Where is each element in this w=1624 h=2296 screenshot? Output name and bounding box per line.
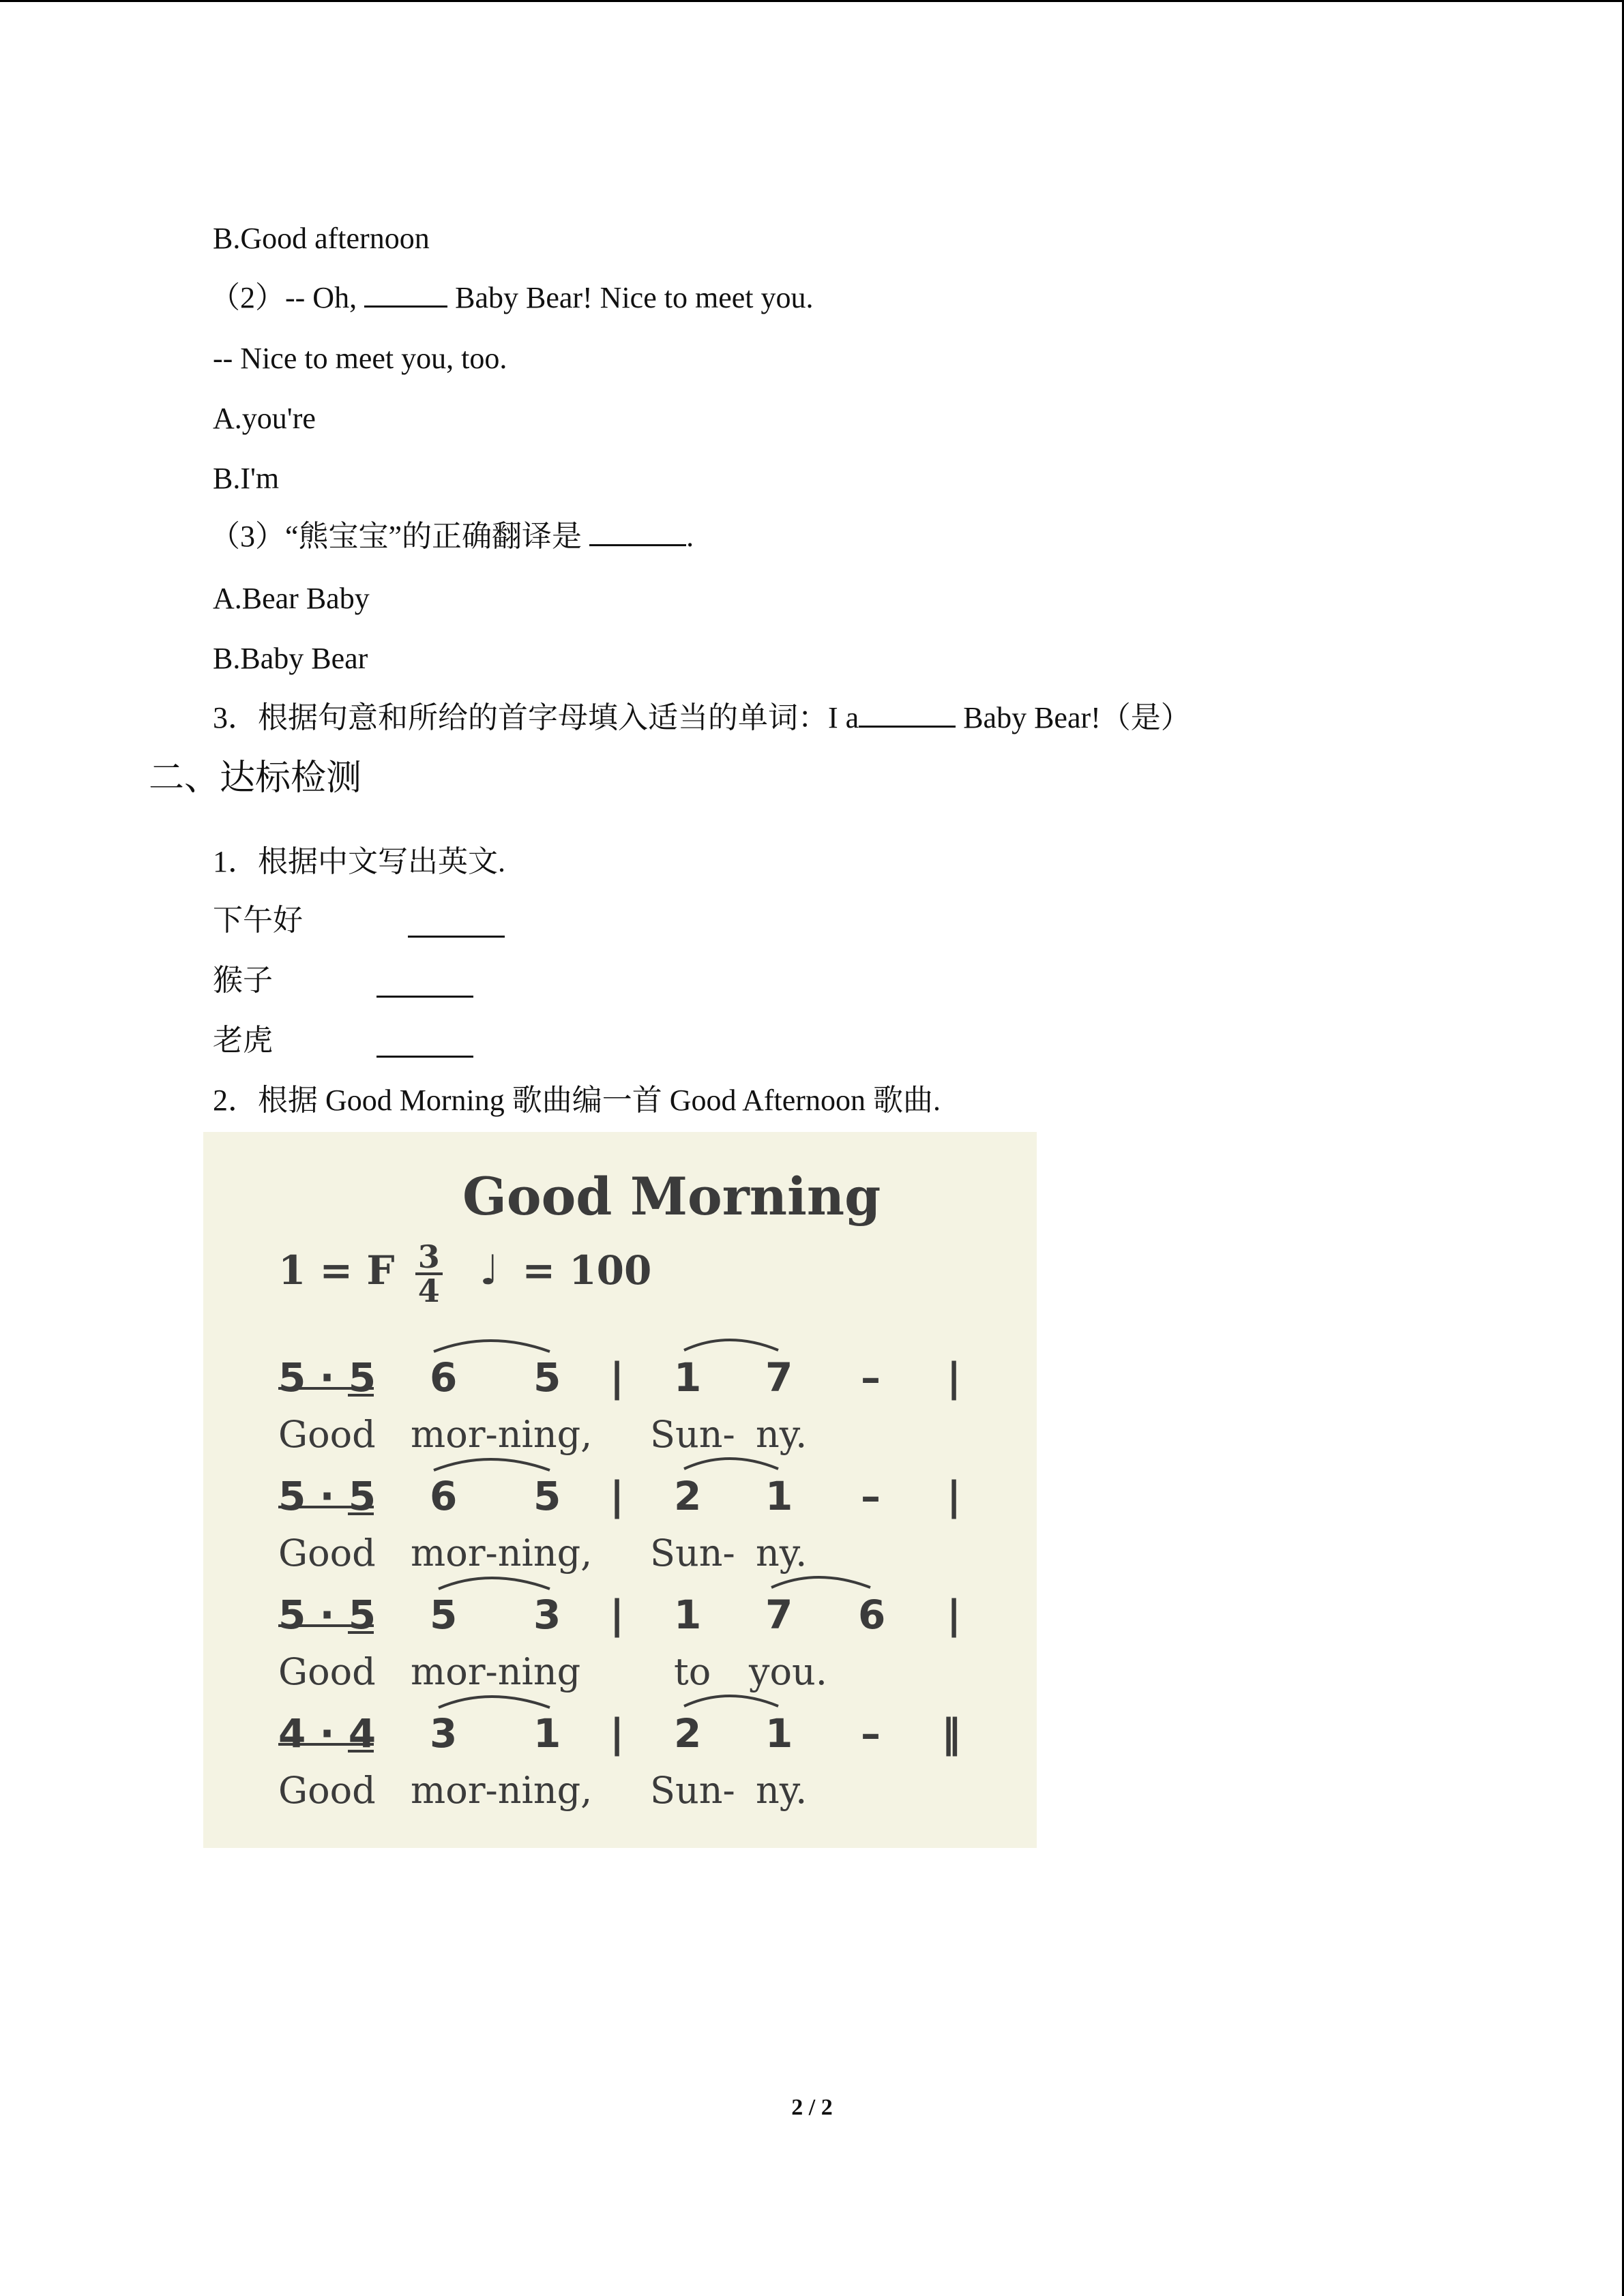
q2-option-a: A.you're (213, 402, 316, 435)
note: 5 · 5 (278, 1592, 377, 1638)
score-row-lyrics (203, 1650, 1037, 1698)
note: 3 (533, 1592, 561, 1638)
note: 5 (533, 1354, 561, 1401)
lyric: ny. (756, 1532, 808, 1575)
q3-option-a: A.Bear Baby (213, 582, 370, 615)
note: – (861, 1473, 881, 1519)
score-row-notes (203, 1473, 1037, 1527)
slur (684, 1340, 778, 1350)
lyric: to (674, 1650, 711, 1693)
lyric: ny. (756, 1413, 808, 1456)
vocab-zh: 猴子 (213, 964, 273, 997)
page-number: 2 / 2 (791, 2095, 833, 2120)
slur (434, 1341, 550, 1352)
score-row-notes (203, 1354, 1037, 1409)
note: 1 (674, 1354, 702, 1401)
q3-prompt (210, 517, 694, 556)
q2-prompt (210, 278, 813, 317)
score-key: 1 = F (278, 1247, 395, 1294)
q3-prompt-text: （3）“熊宝宝”的正确翻译是 (210, 520, 590, 553)
q3-period: . (686, 520, 694, 553)
note: 5 (533, 1473, 561, 1519)
lyric: mor-ning, (411, 1413, 593, 1456)
lyric: ny. (756, 1769, 808, 1812)
lyric: you. (749, 1650, 827, 1693)
note: 7 (765, 1592, 793, 1638)
note: 1 (765, 1473, 793, 1519)
time-signature-bottom: 4 (417, 1272, 440, 1309)
barline: | (610, 1354, 625, 1401)
section-heading: 二、达标检测 (149, 759, 362, 798)
lyric: Sun- (650, 1769, 735, 1812)
note: 1 (533, 1710, 561, 1757)
lyric: mor-ning (411, 1650, 581, 1693)
q2-prompt-after: Baby Bear! Nice to meet you. (447, 281, 814, 314)
score-row-lyrics (203, 1532, 1037, 1579)
note: 5 · 5 (278, 1354, 377, 1401)
vocab-answer-blank[interactable] (377, 1056, 473, 1058)
barline: | (610, 1592, 625, 1638)
vocab-answer-blank[interactable] (408, 936, 505, 938)
lyric: Sun- (650, 1413, 735, 1456)
note: 6 (858, 1592, 886, 1638)
note: – (861, 1354, 881, 1401)
note: 3 (430, 1710, 458, 1757)
lyric: mor-ning, (411, 1769, 593, 1812)
note: 5 · 5 (278, 1473, 377, 1519)
lyric: Good (278, 1650, 376, 1693)
barline: | (610, 1473, 625, 1519)
barline: | (610, 1710, 625, 1757)
score-row (203, 1354, 1037, 1474)
barline: | (947, 1354, 962, 1401)
note: 6 (430, 1473, 458, 1519)
note: 6 (430, 1354, 458, 1401)
vocab-row-monkey (213, 961, 273, 1000)
vocab-zh: 老虎 (213, 1024, 273, 1057)
lyric: Sun- (650, 1532, 735, 1575)
vocab-answer-blank[interactable] (377, 996, 473, 998)
section2-item1: 1．根据中文写出英文. (213, 845, 505, 878)
lyric: Good (278, 1413, 376, 1456)
note: 7 (765, 1354, 793, 1401)
barline: | (947, 1473, 962, 1519)
lyric: Good (278, 1769, 376, 1812)
note: 2 (674, 1710, 702, 1757)
page-border-top (0, 0, 1624, 2)
note: 2 (674, 1473, 702, 1519)
q1-option-b: B.Good afternoon (213, 222, 430, 255)
score-row-lyrics (203, 1413, 1037, 1461)
score-row (203, 1710, 1037, 1830)
lyric: mor-ning, (411, 1532, 593, 1575)
note: 1 (674, 1592, 702, 1638)
quarter-note-icon: ♩ (479, 1247, 499, 1294)
vocab-row-tiger (213, 1022, 273, 1060)
lyric: Good (278, 1532, 376, 1575)
note: 1 (765, 1710, 793, 1757)
item3-before: 3．根据句意和所给的首字母填入适当的单词：I a (213, 701, 859, 734)
final-barline: ‖ (941, 1710, 961, 1757)
vocab-zh: 下午好 (213, 904, 303, 937)
q2-reply: -- Nice to meet you, too. (213, 342, 507, 375)
score-row (203, 1592, 1037, 1712)
note: – (861, 1710, 881, 1757)
score-row-notes (203, 1592, 1037, 1646)
score-tempo: = 100 (522, 1247, 652, 1294)
note: 4 · 4 (278, 1710, 377, 1757)
sheet-music-image (203, 1132, 1037, 1848)
q3-option-b: B.Baby Bear (213, 642, 368, 675)
q3-answer-blank[interactable] (589, 517, 686, 546)
note: 5 (430, 1592, 458, 1638)
item3-answer-blank[interactable] (859, 698, 956, 728)
score-title: Good Morning (462, 1166, 881, 1227)
score-row (203, 1473, 1037, 1593)
score-row-lyrics (203, 1769, 1037, 1817)
q2-answer-blank[interactable] (364, 278, 447, 308)
q2-prompt-before: （2）-- Oh, (210, 281, 365, 314)
score-row-notes (203, 1710, 1037, 1765)
item3-after: Baby Bear!（是） (956, 701, 1191, 734)
item3-fill-in (213, 698, 1191, 737)
vocab-row-afternoon (213, 901, 303, 940)
time-signature-top: 3 (417, 1238, 440, 1275)
q2-option-b: B.I'm (213, 462, 280, 495)
barline: | (947, 1592, 962, 1638)
section2-item2: 2．根据 Good Morning 歌曲编一首 Good Afternoon 歌曲. (213, 1084, 941, 1117)
